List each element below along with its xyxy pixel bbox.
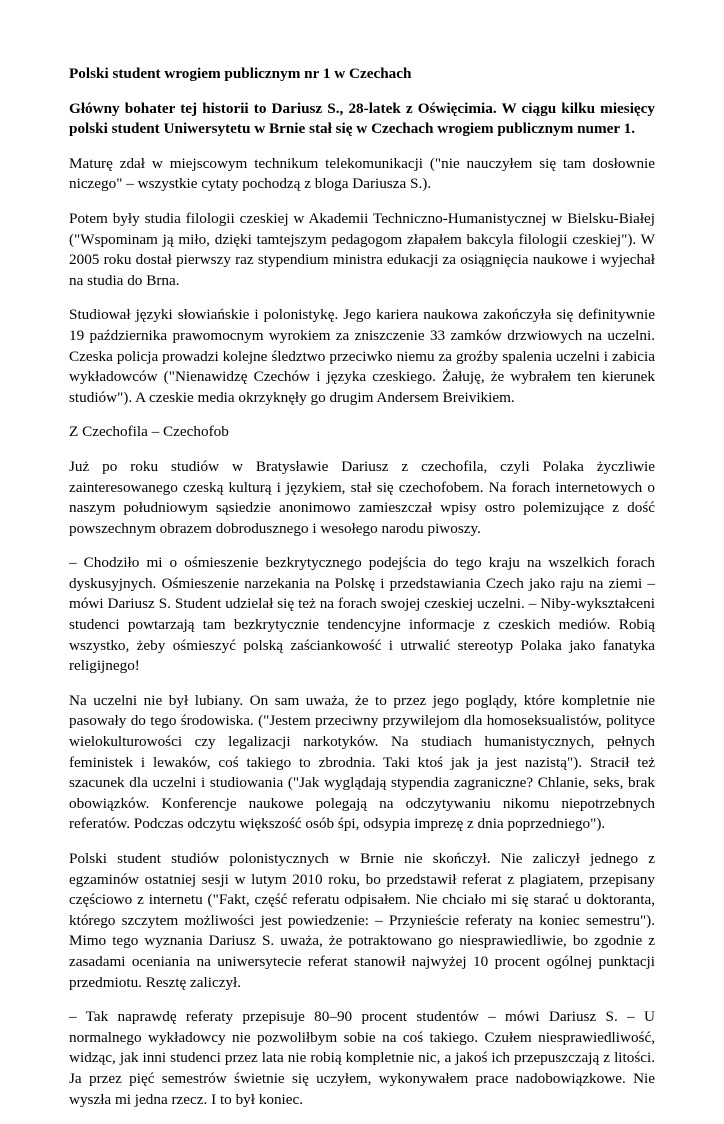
- article-title: Polski student wrogiem publicznym nr 1 w Czechach: [69, 65, 412, 82]
- paragraph: Polski student studiów polonistycznych w Brnie nie skończył. Nie zaliczył jednego z egzaminów ostatniej sesji w lutym 2010 roku, bo przedstawił referat z plagiatem, przepisany częściowo z internetu ("Fakt, część referatu odpisałem. Nie chciało mi się starać u doktoranta, którego szczytem możliwości jest powiedzenie: – Przynieście referaty na koniec semestru"). Mimo tego wyznania Dariusz S. uważa, że potraktowano go niesprawiedliwie, bo zgodnie z zasadami oceniania na uniwersytecie referat stanowił najwyżej 10 procent ogólnej punktacji przedmiotu. Resztę zaliczył.: [69, 850, 655, 991]
- paragraph: Na uczelni nie był lubiany. On sam uważa, że to przez jego poglądy, które kompletnie nie pasowały do tego środowiska. ("Jestem przeciwny przywilejom dla homoseksualistów, polityce wielokulturowości czy legalizacji narkotyków. Na studiach humanistycznych, pełnych feministek i lewaków, coś takiego to zbrodnia. Taki ktoś jak ja jest nazistą"). Stracił też szacunek dla uczelni i studiowania ("Jak wyglądają stypendia zagraniczne? Chlanie, seks, brak obowiązków. Konferencje naukowe polegają na odczytywaniu nikomu niepotrzebnych referatów. Podczas odczytu większość osób śpi, odsypia imprezę z dnia poprzedniego").: [69, 691, 655, 833]
- document-page: [69, 64, 655, 1124]
- paragraph: Już po roku studiów w Bratysławie Dariusz z czechofila, czyli Polaka życzliwie zainteresowanego czeską kulturą i językiem, stał się czechofobem. Na forach internetowych o naszym południowym sąsiedzie anonimowo zamieszczał wpisy ostro polemizujące z dość powszechnym obrazem dobrodusznego i wesołego narodu piwoszy.: [69, 457, 655, 537]
- article-lead: Główny bohater tej historii to Dariusz S., 28-latek z Oświęcimia. W ciągu kilku miesięcy polski student Uniwersytetu w Brnie stał się w Czechach wrogiem publicznym numer 1.: [69, 99, 655, 138]
- paragraph: Maturę zdał w miejscowym technikum telekomunikacji ("nie nauczyłem się tam dosłownie niczego" – wszystkie cytaty pochodzą z bloga Dariusza S.).: [69, 154, 655, 193]
- paragraph: – Chodziło mi o ośmieszenie bezkrytycznego podejścia do tego kraju na wszelkich forach dyskusyjnych. Ośmieszenie narzekania na Polskę i przedstawiania Czech jako raju na ziemi – mówi Dariusz S. Student udzielał się też na forach swojej czeskiej uczelni. – Niby-wykształceni studenci powtarzają tam bezkrytycznie tendencyjne informacje z czeskich mediów. Robią wszystko, żeby ośmieszyć polską zaściankowość i utrwalić stereotyp Polaka jako fanatyka religijnego!: [69, 554, 655, 675]
- section-heading: Z Czechofila – Czechofob: [69, 423, 229, 441]
- paragraph: – Tak naprawdę referaty przepisuje 80–90 procent studentów – mówi Dariusz S. – U normalnego wykładowcy nie pozwoliłbym sobie na coś takiego. Czułem niesprawiedliwość, widząc, jak inni studenci przez lata nie robią kompletnie nic, a jakoś ich przepuszczają z litości. Ja przez pięć semestrów świetnie się uczyłem, wykonywałem prace nadobowiązkowe. Nie wyszła mi jedna rzecz. I to był koniec.: [69, 1008, 655, 1108]
- paragraph: Studiował języki słowiańskie i polonistykę. Jego kariera naukowa zakończyła się definitywnie 19 października prawomocnym wyrokiem za zniszczenie 33 zamków drzwiowych na uczelni. Czeska policja prowadzi kolejne śledztwo przeciwko niemu za groźby spalenia uczelni i zabicia wykładowców ("Nienawidzę Czechów i języka czeskiego. Żałuję, że wybrałem ten kierunek studiów"). A czeskie media okrzyknęły go drugim Andersem Breivikiem.: [69, 306, 655, 406]
- paragraph: Potem były studia filologii czeskiej w Akademii Techniczno-Humanistycznej w Bielsku-Białej ("Wspominam ją miło, dzięki tamtejszym pedagogom złapałem bakcyla filologii czeskiej"). W 2005 roku dostał pierwszy raz stypendium ministra edukacji za osiągnięcia naukowe i wyjechał na studia do Brna.: [69, 209, 655, 289]
